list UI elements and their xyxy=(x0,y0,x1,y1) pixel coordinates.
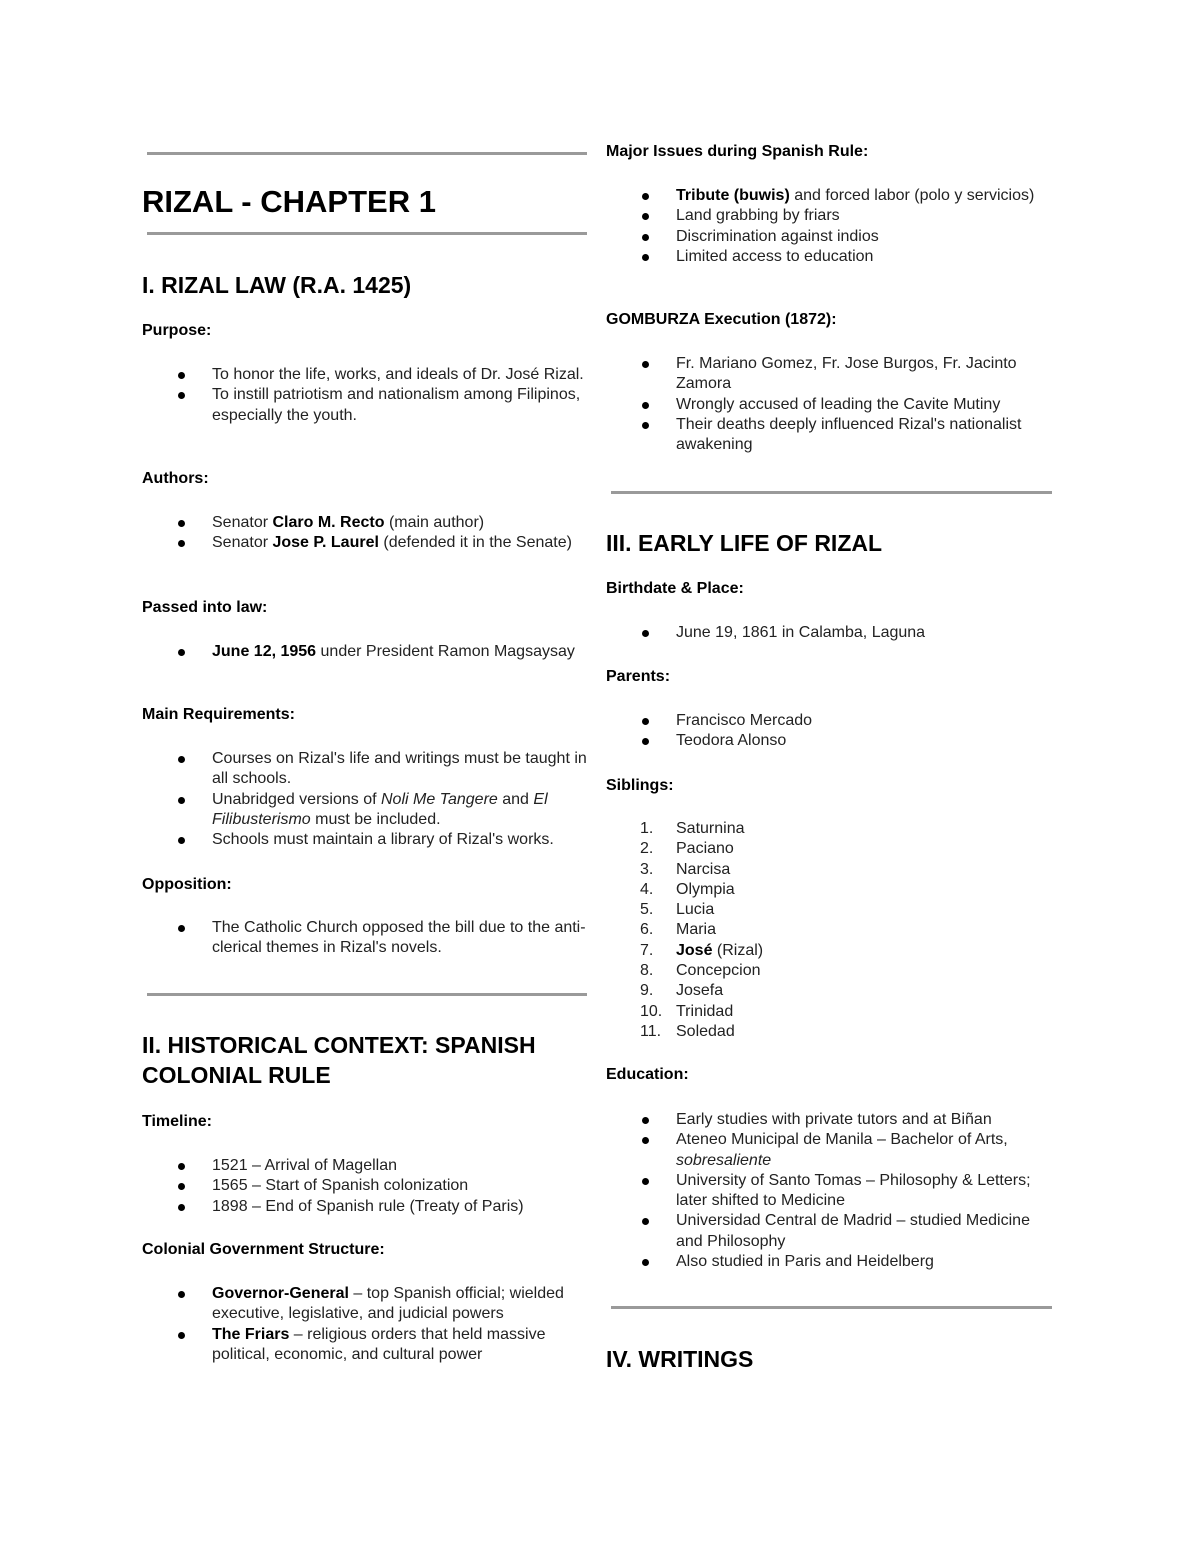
page-title: RIZAL - CHAPTER 1 xyxy=(142,184,436,219)
list-item: University of Santo Tomas – Philosophy & Letters; later shifted to Medicine xyxy=(606,1171,1056,1212)
issues-list xyxy=(606,186,1056,267)
list-item: June 19, 1861 in Calamba, Laguna xyxy=(606,623,1056,643)
list-item: 10. Trinidad xyxy=(640,1002,734,1020)
list-item: Their deaths deeply influenced Rizal's nationalist awakening xyxy=(606,415,1056,456)
section-heading-historical-context: II. HISTORICAL CONTEXT: SPANISH COLONIAL RULE xyxy=(142,1032,536,1088)
section-heading-early-life: III. EARLY LIFE OF RIZAL xyxy=(606,530,883,556)
education-list xyxy=(606,1110,1056,1272)
list-item: Teodora Alonso xyxy=(606,731,1056,751)
divider xyxy=(147,232,587,235)
list-item: Unabridged versions of Noli Me Tangere and El Filibusterismo must be included. xyxy=(142,790,598,831)
divider xyxy=(611,1306,1052,1309)
list-item: Governor-General – top Spanish official; wielded executive, legislative, and judicial powers xyxy=(142,1284,590,1325)
list-item: 1521 – Arrival of Magellan xyxy=(142,1156,590,1176)
list-item: The Catholic Church opposed the bill due to the anti-clerical themes in Rizal's novels. xyxy=(142,918,590,959)
list-item: 1. Saturnina xyxy=(640,820,745,837)
list-item: The Friars – religious orders that held massive political, economic, and cultural power xyxy=(142,1325,590,1366)
birthdate-list xyxy=(606,623,1056,643)
passed-list xyxy=(142,642,590,662)
list-item: To instill patriotism and nationalism among Filipinos, especially the youth. xyxy=(142,385,590,426)
list-item: Also studied in Paris and Heidelberg xyxy=(606,1252,1056,1272)
parents-label: Parents: xyxy=(606,668,671,685)
list-item: 4. Olympia xyxy=(640,880,735,898)
list-item: Wrongly accused of leading the Cavite Mutiny xyxy=(606,395,1056,415)
list-item: To honor the life, works, and ideals of Dr. José Rizal. xyxy=(142,365,590,385)
gomburza-list xyxy=(606,354,1056,455)
list-item: Francisco Mercado xyxy=(606,711,1056,731)
list-item: Ateneo Municipal de Manila – Bachelor of Arts, sobresaliente xyxy=(606,1130,1056,1171)
birthdate-label: Birthdate & Place: xyxy=(606,580,744,597)
list-item: Senator Claro M. Recto (main author) xyxy=(142,513,590,533)
requirements-label: Main Requirements: xyxy=(142,706,295,723)
divider xyxy=(611,491,1052,494)
list-item: 2. Paciano xyxy=(640,840,734,858)
purpose-label: Purpose: xyxy=(142,322,212,339)
list-item: Senator Jose P. Laurel (defended it in the Senate) xyxy=(142,533,590,553)
authors-label: Authors: xyxy=(142,470,209,487)
section-heading-rizal-law: I. RIZAL LAW (R.A. 1425) xyxy=(142,272,412,298)
list-item: 9. Josefa xyxy=(640,982,724,1000)
list-item: Schools must maintain a library of Rizal's works. xyxy=(142,830,598,850)
list-item: Land grabbing by friars xyxy=(606,206,1056,226)
government-label: Colonial Government Structure: xyxy=(142,1241,385,1258)
purpose-list xyxy=(142,365,590,426)
list-item: Early studies with private tutors and at Biñan xyxy=(606,1110,1056,1130)
list-item: 11. Soledad xyxy=(640,1022,735,1040)
list-item: 3. Narcisa xyxy=(640,860,731,878)
divider xyxy=(147,152,587,155)
requirements-list xyxy=(142,749,598,850)
list-item: Limited access to education xyxy=(606,247,1056,267)
education-label: Education: xyxy=(606,1066,689,1083)
siblings-list xyxy=(606,819,1056,1042)
timeline-list xyxy=(142,1156,590,1217)
list-item: 8. Concepcion xyxy=(640,962,761,980)
timeline-label: Timeline: xyxy=(142,1113,212,1130)
parents-list xyxy=(606,711,1056,752)
government-list xyxy=(142,1284,590,1365)
issues-label: Major Issues during Spanish Rule: xyxy=(606,143,869,160)
list-item: 6. Maria xyxy=(640,921,717,939)
list-item: 5. Lucia xyxy=(640,901,715,919)
list-item: June 12, 1956 under President Ramon Magsaysay xyxy=(142,642,590,662)
passed-label: Passed into law: xyxy=(142,599,268,616)
section-heading-writings: IV. WRITINGS xyxy=(606,1346,754,1372)
authors-list xyxy=(142,513,590,554)
list-item: Universidad Central de Madrid – studied Medicine and Philosophy xyxy=(606,1211,1056,1252)
list-item: Fr. Mariano Gomez, Fr. Jose Burgos, Fr. Jacinto Zamora xyxy=(606,354,1056,395)
divider xyxy=(147,993,587,996)
list-item: 1565 – Start of Spanish colonization xyxy=(142,1176,590,1196)
opposition-list xyxy=(142,918,590,959)
list-item: Discrimination against indios xyxy=(606,227,1056,247)
gomburza-label: GOMBURZA Execution (1872): xyxy=(606,311,837,328)
list-item: Courses on Rizal's life and writings must be taught in all schools. xyxy=(142,749,598,790)
list-item: 7. José (Rizal) xyxy=(640,941,764,959)
siblings-label: Siblings: xyxy=(606,777,674,794)
list-item: 1898 – End of Spanish rule (Treaty of Paris) xyxy=(142,1197,590,1217)
list-item: Tribute (buwis) and forced labor (polo y servicios) xyxy=(606,186,1056,206)
opposition-label: Opposition: xyxy=(142,876,232,893)
